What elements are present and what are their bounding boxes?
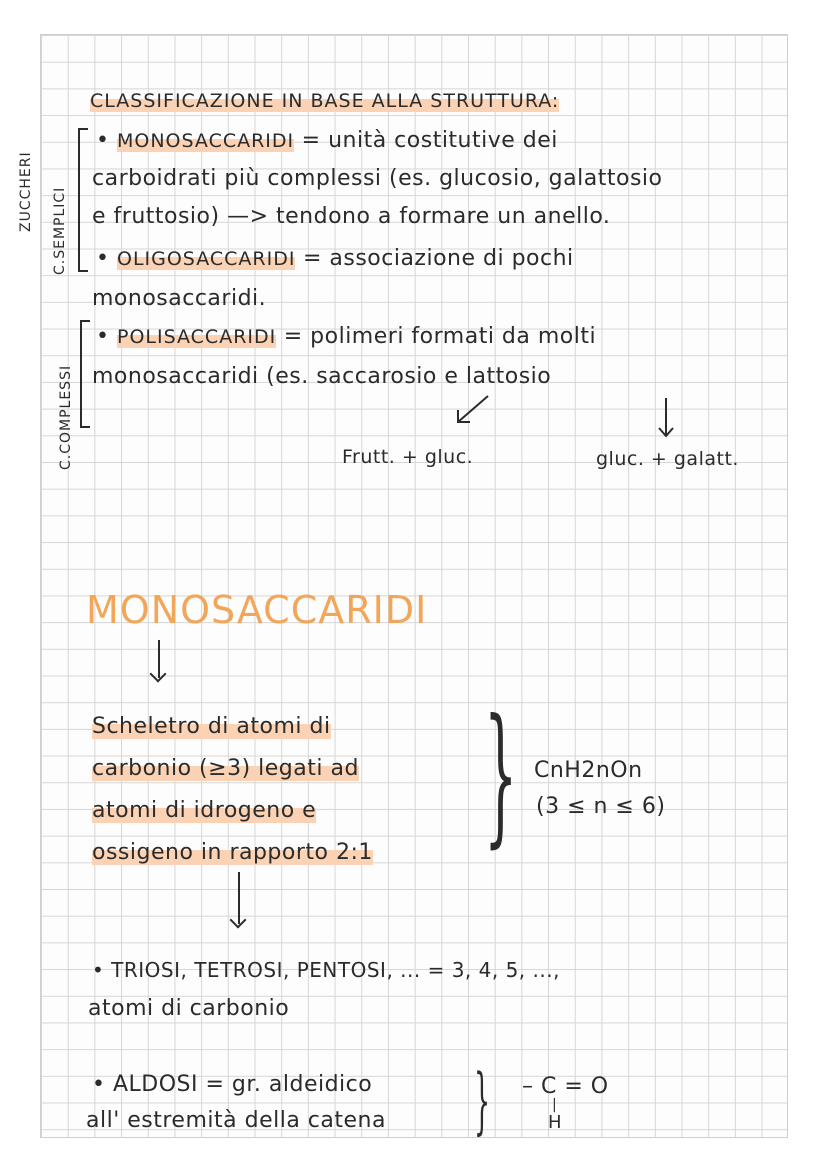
side-label-sugars: ZUCCHERI bbox=[18, 151, 34, 232]
bullet: • bbox=[96, 246, 117, 271]
bullet: • bbox=[96, 324, 117, 349]
general-formula: CnH2nOn bbox=[534, 758, 643, 783]
bullet: • bbox=[96, 128, 117, 153]
aldoses-line-2: all' estremità della catena bbox=[86, 1108, 386, 1133]
skeleton-line-1 bbox=[92, 716, 331, 738]
mono-line-3: e fruttosio) —> tendono a formare un anello. bbox=[92, 204, 611, 229]
aldehyde-h: H bbox=[548, 1112, 563, 1133]
side-label-complex: C.COMPLESSI bbox=[58, 364, 74, 470]
side-label-simple: C.SEMPLICI bbox=[52, 186, 68, 275]
skeleton-text-3: atomi di idrogeno e bbox=[92, 798, 317, 823]
skeleton-text-1: Scheletro di atomi di bbox=[92, 714, 331, 739]
aldehyde-group: – C = O bbox=[522, 1074, 609, 1099]
mono-def-1: = unità costitutive dei bbox=[294, 128, 558, 153]
skeleton-line-3 bbox=[92, 800, 316, 822]
poly-line-2: monosaccaridi (es. saccarosio e lattosio bbox=[92, 364, 552, 389]
oligo-line-2: monosaccaridi. bbox=[92, 286, 267, 311]
sucrose-parts: Frutt. + gluc. bbox=[342, 446, 474, 468]
poly-def-1: = polimeri formati da molti bbox=[276, 324, 597, 349]
aldoses-line-1: • ALDOSI = gr. aldeidico bbox=[92, 1072, 373, 1097]
mono-line-2: carboidrati più complessi (es. glucosio, galattosio bbox=[92, 166, 663, 191]
aldose-brace: } bbox=[474, 1058, 491, 1142]
skeleton-down-arrow bbox=[238, 872, 240, 924]
section-title-text: CLASSIFICAZIONE IN BASE ALLA STRUTTURA: bbox=[90, 90, 560, 112]
oligo-def-1: = associazione di pochi bbox=[295, 246, 574, 271]
lactose-parts: gluc. + galatt. bbox=[596, 448, 739, 470]
complex-bracket bbox=[80, 320, 90, 428]
curly-brace: } bbox=[484, 688, 518, 862]
monosaccharides-title: MONOSACCARIDI bbox=[86, 588, 428, 632]
aldehyde-bond: | bbox=[552, 1097, 558, 1113]
poly-term: POLISACCARIDI bbox=[116, 326, 277, 348]
sucrose-arrow-icon bbox=[452, 392, 492, 428]
section-title bbox=[90, 92, 559, 111]
oligo-line-1 bbox=[96, 248, 574, 270]
title-down-arrow bbox=[158, 640, 160, 678]
oligo-term: OLIGOSACCARIDI bbox=[116, 248, 296, 270]
skeleton-text-2: carbonio (≥3) legati ad bbox=[92, 756, 359, 781]
simple-bracket bbox=[78, 128, 88, 272]
poly-line-1 bbox=[96, 326, 596, 348]
skeleton-text-4: ossigeno in rapporto 2:1 bbox=[92, 840, 373, 865]
lactose-arrow-icon bbox=[654, 396, 678, 440]
mono-line-1 bbox=[96, 130, 558, 152]
formula-range: (3 ≤ n ≤ 6) bbox=[536, 794, 666, 819]
trioses-line-1: • TRIOSI, TETROSI, PENTOSI, ... = 3, 4, 5, ..., bbox=[92, 958, 560, 982]
skeleton-line-2 bbox=[92, 758, 359, 780]
trioses-line-2: atomi di carbonio bbox=[88, 996, 290, 1021]
skeleton-line-4 bbox=[92, 842, 373, 864]
mono-term: MONOSACCARIDI bbox=[116, 130, 295, 152]
